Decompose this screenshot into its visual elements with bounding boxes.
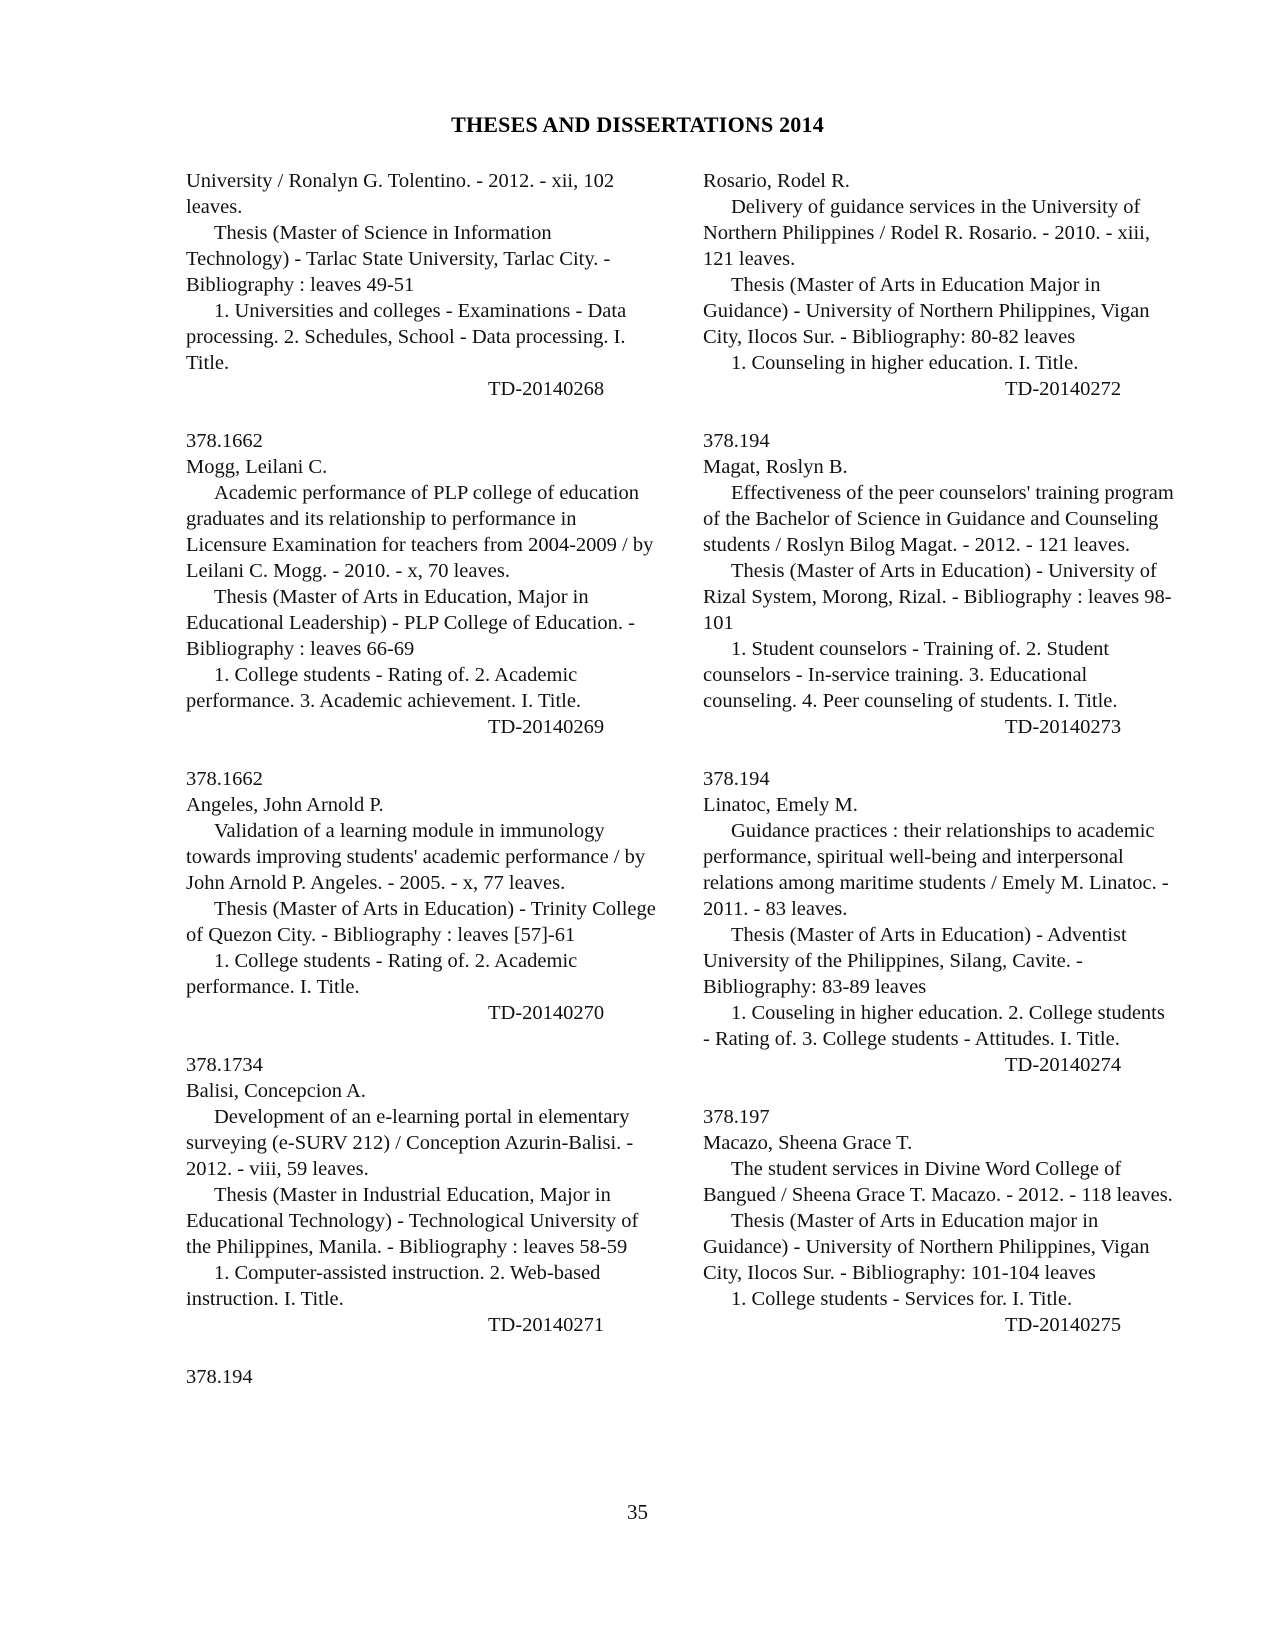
entry-thesis-note: Thesis (Master of Arts in Education major in Guidance) - University of Northern Philippines, Vigan City, Ilocos Sur. - Bibliography: 101-104 leaves: [703, 1210, 1150, 1284]
left-column: [186, 168, 658, 1416]
catalog-entry: [186, 1052, 658, 1338]
entry-thesis-note: Thesis (Master of Arts in Education) - Trinity College of Quezon City. - Bibliography : leaves [57]-61: [186, 898, 656, 946]
entry-accession-number: TD-20140275: [1005, 1314, 1122, 1336]
entry-subjects: 1. Counseling in higher education. I. Title.: [731, 352, 1079, 374]
entry-subjects: 1. Universities and colleges - Examinations - Data processing. 2. Schedules, School - Data processing. I. Title.: [186, 300, 627, 374]
entry-thesis-note: Thesis (Master of Arts in Education) - Adventist University of the Philippines, Silang, Cavite. - Bibliography: 83-89 leaves: [703, 924, 1127, 998]
entry-thesis-note: Thesis (Master of Science in Information Technology) - Tarlac State University, Tarlac City. - Bibliography : leaves 49-51: [186, 222, 611, 296]
catalog-entry: [186, 428, 658, 740]
entry-call-number: 378.194: [703, 768, 770, 790]
entry-author: Magat, Roslyn B.: [703, 456, 848, 478]
catalog-entry: [186, 766, 658, 1026]
entry-call-number: 378.1662: [186, 430, 263, 452]
catalog-entry: [186, 1364, 658, 1390]
entry-thesis-note: Thesis (Master of Arts in Education) - University of Rizal System, Morong, Rizal. - Bibliography : leaves 98-101: [703, 560, 1172, 634]
entry-call-number: 378.197: [703, 1106, 770, 1128]
entry-subjects: 1. Couseling in higher education. 2. College students - Rating of. 3. College students - Attitudes. I. Title.: [703, 1002, 1165, 1050]
catalog-entry: [703, 1104, 1175, 1338]
entry-subjects: 1. College students - Services for. I. Title.: [731, 1288, 1073, 1310]
entry-subjects: 1. Computer-assisted instruction. 2. Web-based instruction. I. Title.: [186, 1262, 601, 1310]
entry-subjects: 1. College students - Rating of. 2. Academic performance. 3. Academic achievement. I. Title.: [186, 664, 582, 712]
entry-citation: The student services in Divine Word College of Bangued / Sheena Grace T. Macazo. - 2012. - 118 leaves.: [703, 1158, 1173, 1206]
entry-author: Mogg, Leilani C.: [186, 456, 328, 478]
entry-citation: Guidance practices : their relationships to academic performance, spiritual well-being and interpersonal relations among maritime students / Emely M. Linatoc. - 2011. - 83 leaves.: [703, 820, 1169, 920]
page-number: 35: [627, 1500, 648, 1524]
entry-accession-number: TD-20140269: [488, 716, 605, 738]
entry-citation: Effectiveness of the peer counselors' training program of the Bachelor of Science in Guidance and Counseling students / Roslyn Bilog Magat. - 2012. - 121 leaves.: [703, 482, 1174, 556]
entry-accession-number: TD-20140273: [1005, 716, 1122, 738]
entry-author: Macazo, Sheena Grace T.: [703, 1132, 913, 1154]
entry-subjects: 1. Student counselors - Training of. 2. Student counselors - In-service training. 3. Educational counseling. 4. Peer counseling of students. I. Title.: [703, 638, 1118, 712]
entry-accession-number: TD-20140271: [488, 1314, 605, 1336]
entry-citation: Delivery of guidance services in the University of Northern Philippines / Rodel R. Rosario. - 2010. - xiii, 121 leaves.: [703, 196, 1150, 270]
catalog-entry: [186, 168, 658, 402]
entry-accession-number: TD-20140272: [1005, 378, 1122, 400]
entry-citation: Development of an e-learning portal in elementary surveying (e-SURV 212) / Conception Azurin-Balisi. - 2012. - viii, 59 leaves.: [186, 1106, 634, 1180]
right-column: [703, 168, 1175, 1364]
entry-author: Angeles, John Arnold P.: [186, 794, 384, 816]
catalog-entry: [703, 168, 1175, 402]
catalog-entry: [703, 766, 1175, 1078]
page-title: THESES AND DISSERTATIONS 2014: [451, 112, 824, 137]
entry-author: Rosario, Rodel R.: [703, 170, 850, 192]
entry-accession-number: TD-20140270: [488, 1002, 605, 1024]
entry-citation: Academic performance of PLP college of education graduates and its relationship to performance in Licensure Examination for teachers from 2004-2009 / by Leilani C. Mogg. - 2010. - x, 70 leaves.: [186, 482, 654, 582]
entry-accession-number: TD-20140274: [1005, 1054, 1122, 1076]
entry-citation: Validation of a learning module in immunology towards improving students' academic performance / by John Arnold P. Angeles. - 2005. - x, 77 leaves.: [186, 820, 646, 894]
entry-author: Linatoc, Emely M.: [703, 794, 858, 816]
entry-accession-number: TD-20140268: [488, 378, 605, 400]
entry-thesis-note: Thesis (Master of Arts in Education, Major in Educational Leadership) - PLP College of Education. - Bibliography : leaves 66-69: [186, 586, 635, 660]
entry-subjects: 1. College students - Rating of. 2. Academic performance. I. Title.: [186, 950, 578, 998]
entry-thesis-note: Thesis (Master in Industrial Education, Major in Educational Technology) - Technological University of the Philippines, Manila. - Bibliography : leaves 58-59: [186, 1184, 639, 1258]
entry-call-number: 378.1662: [186, 768, 263, 790]
entry-call-number: 378.194: [186, 1366, 253, 1388]
entry-thesis-note: Thesis (Master of Arts in Education Major in Guidance) - University of Northern Philippines, Vigan City, Ilocos Sur. - Bibliography: 80-82 leaves: [703, 274, 1150, 348]
entry-author: Balisi, Concepcion A.: [186, 1080, 366, 1102]
entry-call-number: 378.194: [703, 430, 770, 452]
entry-citation: University / Ronalyn G. Tolentino. - 2012. - xii, 102 leaves.: [186, 170, 615, 218]
catalog-entry: [703, 428, 1175, 740]
entry-call-number: 378.1734: [186, 1054, 263, 1076]
